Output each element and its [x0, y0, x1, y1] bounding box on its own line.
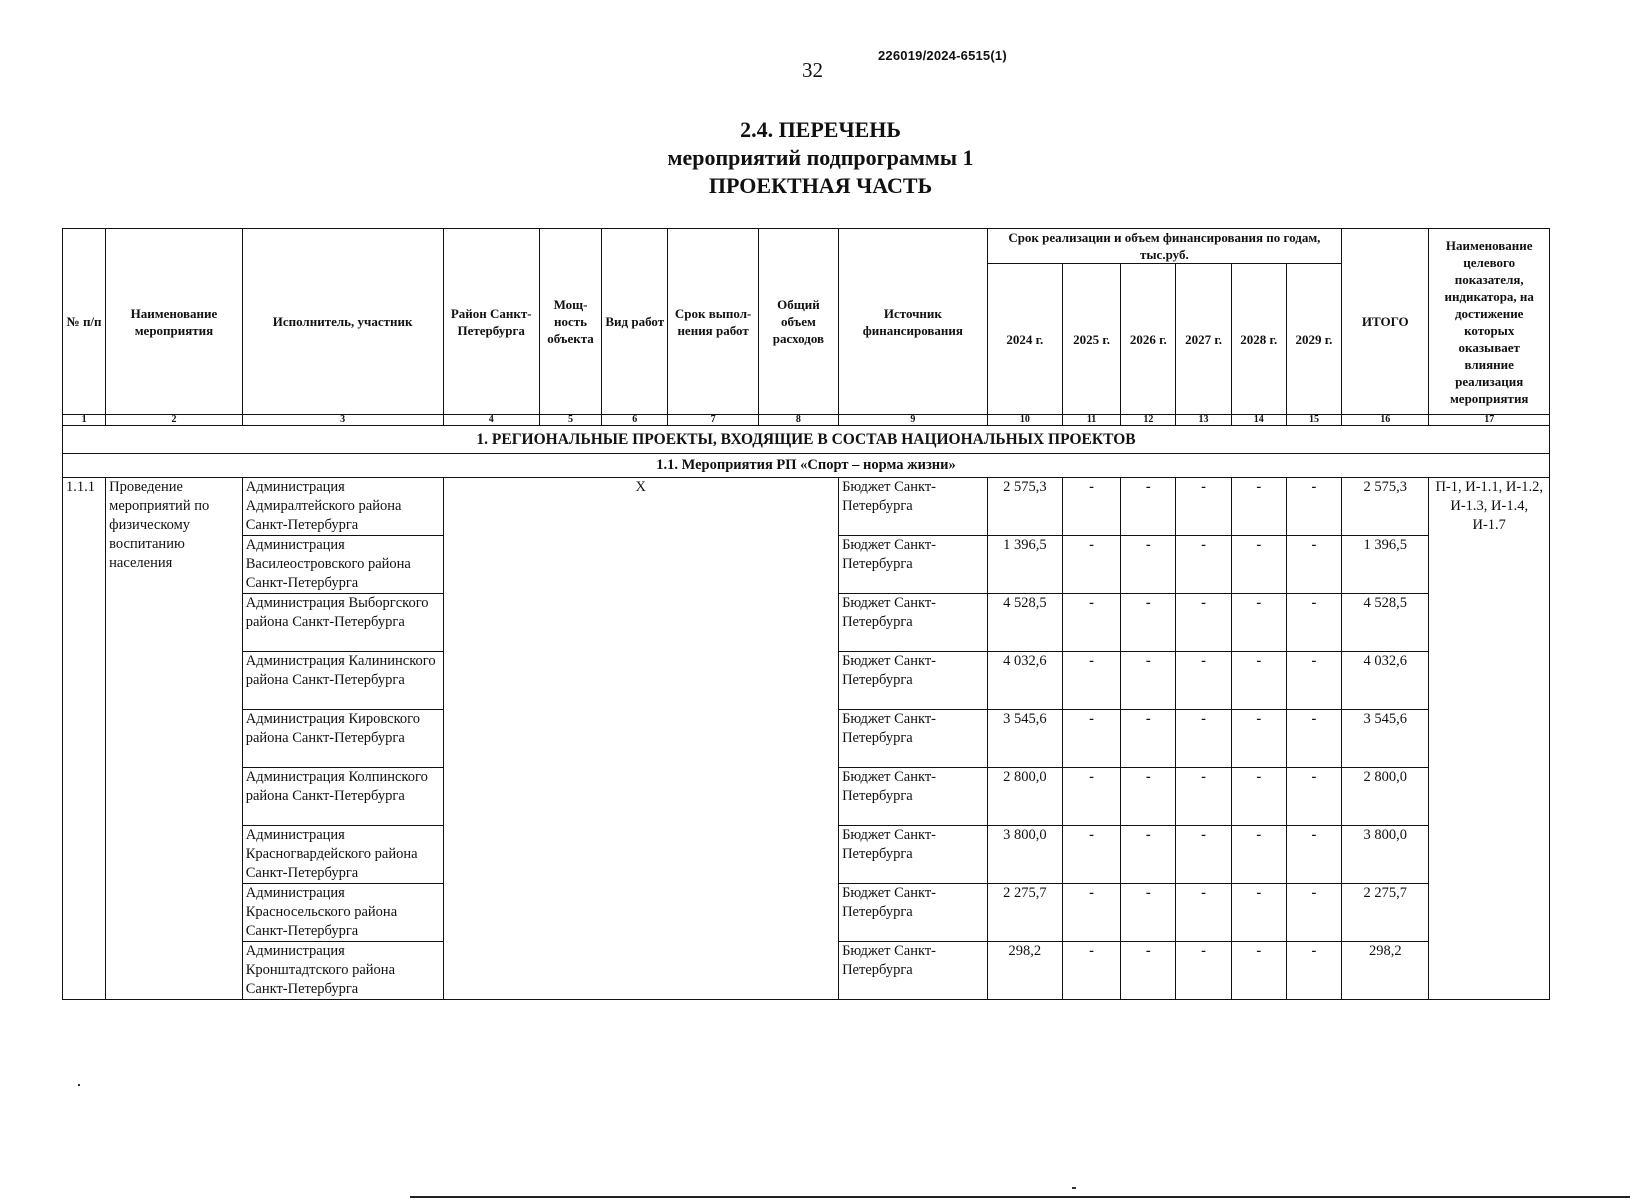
value-dash: -	[1286, 942, 1341, 1000]
header-executor: Исполнитель, участник	[242, 229, 443, 415]
column-number: 5	[539, 415, 601, 426]
source-cell: Бюджет Санкт-Петербурга	[839, 942, 988, 1000]
value-dash: -	[1231, 826, 1286, 884]
value-dash: -	[1121, 594, 1176, 652]
column-number: 17	[1429, 415, 1550, 426]
header-source: Источник финансирования	[839, 229, 988, 415]
column-numbers-row	[63, 415, 1550, 426]
value-dash: -	[1176, 594, 1231, 652]
value-dash: -	[1231, 478, 1286, 536]
value-dash: -	[1121, 942, 1176, 1000]
executor-cell: Администрация Красногвардейского района Санкт-Петербурга	[242, 826, 443, 884]
value-dash: -	[1176, 710, 1231, 768]
value-dash: -	[1121, 768, 1176, 826]
value-dash: -	[1176, 942, 1231, 1000]
activities-table	[62, 228, 1550, 1000]
value-dash: -	[1062, 884, 1120, 942]
source-cell: Бюджет Санкт-Петербурга	[839, 768, 988, 826]
column-number: 15	[1286, 415, 1341, 426]
header-year-2028: 2028 г.	[1231, 264, 1286, 415]
source-cell: Бюджет Санкт-Петербурга	[839, 710, 988, 768]
value-dash: -	[1062, 710, 1120, 768]
subsection-row	[63, 454, 1550, 478]
executor-cell: Администрация Красносельского района Санкт-Петербурга	[242, 884, 443, 942]
value-2024: 3 800,0	[987, 826, 1062, 884]
value-total: 298,2	[1342, 942, 1429, 1000]
value-total: 2 575,3	[1342, 478, 1429, 536]
header-year-2029: 2029 г.	[1286, 264, 1341, 415]
column-number: 4	[443, 415, 539, 426]
page-number: 32	[802, 58, 823, 82]
column-number: 8	[758, 415, 838, 426]
header-itogo: ИТОГО	[1342, 229, 1429, 415]
value-dash: -	[1231, 652, 1286, 710]
value-dash: -	[1286, 826, 1341, 884]
value-dash: -	[1286, 884, 1341, 942]
value-dash: -	[1121, 652, 1176, 710]
value-dash: -	[1286, 652, 1341, 710]
header-term: Срок выпол-нения работ	[668, 229, 758, 415]
value-dash: -	[1121, 826, 1176, 884]
value-dash: -	[1176, 826, 1231, 884]
scan-speck	[1072, 1187, 1076, 1189]
value-dash: -	[1062, 652, 1120, 710]
executor-cell: Администрация Калининского района Санкт-Петербурга	[242, 652, 443, 710]
document-title	[0, 116, 1641, 200]
header-year-2025: 2025 г.	[1062, 264, 1120, 415]
value-2024: 2 800,0	[987, 768, 1062, 826]
header-year-2024: 2024 г.	[987, 264, 1062, 415]
value-2024: 4 528,5	[987, 594, 1062, 652]
executor-cell: Администрация Выборгского района Санкт-Петербурга	[242, 594, 443, 652]
value-dash: -	[1231, 594, 1286, 652]
scan-speck	[78, 1084, 80, 1086]
value-2024: 2 275,7	[987, 884, 1062, 942]
column-number: 2	[106, 415, 243, 426]
header-year-2026: 2026 г.	[1121, 264, 1176, 415]
value-dash: -	[1231, 768, 1286, 826]
value-dash: -	[1062, 826, 1120, 884]
value-dash: -	[1062, 768, 1120, 826]
source-cell: Бюджет Санкт-Петербурга	[839, 594, 988, 652]
document-id: 226019/2024-6515(1)	[878, 48, 1007, 63]
item-name: Проведение мероприятий по физическому воспитанию населения	[106, 478, 243, 1000]
column-number: 16	[1342, 415, 1429, 426]
table-row	[63, 478, 1550, 536]
value-dash: -	[1286, 768, 1341, 826]
scan-edge-line	[410, 1196, 1630, 1198]
value-total: 4 528,5	[1342, 594, 1429, 652]
header-year-2027: 2027 г.	[1176, 264, 1231, 415]
value-dash: -	[1062, 942, 1120, 1000]
source-cell: Бюджет Санкт-Петербурга	[839, 536, 988, 594]
value-dash: -	[1231, 710, 1286, 768]
value-dash: -	[1231, 536, 1286, 594]
source-cell: Бюджет Санкт-Петербурга	[839, 478, 988, 536]
value-dash: -	[1286, 710, 1341, 768]
column-number: 1	[63, 415, 106, 426]
item-code: 1.1.1	[63, 478, 106, 1000]
executor-cell: Администрация Кировского района Санкт-Петербурга	[242, 710, 443, 768]
value-dash: -	[1121, 884, 1176, 942]
value-dash: -	[1286, 478, 1341, 536]
value-2024: 4 032,6	[987, 652, 1062, 710]
value-dash: -	[1062, 536, 1120, 594]
value-total: 4 032,6	[1342, 652, 1429, 710]
source-cell: Бюджет Санкт-Петербурга	[839, 884, 988, 942]
header-row	[63, 229, 1550, 264]
value-dash: -	[1121, 710, 1176, 768]
title-line-1: 2.4. ПЕРЕЧЕНЬ	[740, 117, 901, 142]
indicators-cell: П-1, И-1.1, И-1.2, И-1.3, И-1.4, И-1.7	[1429, 478, 1550, 1000]
value-2024: 3 545,6	[987, 710, 1062, 768]
column-number: 14	[1231, 415, 1286, 426]
column-number: 7	[668, 415, 758, 426]
header-work-type: Вид работ	[602, 229, 668, 415]
title-line-2: мероприятий подпрограммы 1	[667, 145, 974, 170]
value-total: 3 800,0	[1342, 826, 1429, 884]
value-dash: -	[1121, 478, 1176, 536]
column-number: 3	[242, 415, 443, 426]
value-dash: -	[1176, 652, 1231, 710]
source-cell: Бюджет Санкт-Петербурга	[839, 652, 988, 710]
section-row	[63, 426, 1550, 454]
header-num: № п/п	[63, 229, 106, 415]
value-dash: -	[1062, 478, 1120, 536]
value-dash: -	[1176, 536, 1231, 594]
value-total: 3 545,6	[1342, 710, 1429, 768]
header-district: Район Санкт-Петербурга	[443, 229, 539, 415]
value-dash: -	[1062, 594, 1120, 652]
value-2024: 1 396,5	[987, 536, 1062, 594]
subsection-title: 1.1. Мероприятия РП «Спорт – норма жизни»	[63, 454, 1550, 478]
executor-cell: Администрация Кронштадтского района Санкт-Петербурга	[242, 942, 443, 1000]
column-number: 12	[1121, 415, 1176, 426]
value-dash: -	[1121, 536, 1176, 594]
value-dash: -	[1176, 478, 1231, 536]
title-line-3: ПРОЕКТНАЯ ЧАСТЬ	[708, 173, 933, 198]
executor-cell: Администрация Колпинского района Санкт-Петербурга	[242, 768, 443, 826]
value-total: 2 275,7	[1342, 884, 1429, 942]
value-2024: 298,2	[987, 942, 1062, 1000]
value-dash: -	[1176, 768, 1231, 826]
column-number: 13	[1176, 415, 1231, 426]
section-title: 1. РЕГИОНАЛЬНЫЕ ПРОЕКТЫ, ВХОДЯЩИЕ В СОСТАВ НАЦИОНАЛЬНЫХ ПРОЕКТОВ	[63, 426, 1550, 454]
value-dash: -	[1286, 594, 1341, 652]
value-dash: -	[1231, 942, 1286, 1000]
header-indicator: Наименование целевого показателя, индикатора, на достижение которых оказывает влияние реализация мероприятия	[1429, 229, 1550, 415]
header-total-cost: Общий объем расходов	[758, 229, 838, 415]
value-dash: -	[1176, 884, 1231, 942]
merged-cols-4-8: Х	[443, 478, 839, 1000]
column-number: 11	[1062, 415, 1120, 426]
column-number: 9	[839, 415, 988, 426]
executor-cell: Администрация Василеостровского района Санкт-Петербурга	[242, 536, 443, 594]
value-total: 1 396,5	[1342, 536, 1429, 594]
header-name: Наименование мероприятия	[106, 229, 243, 415]
column-number: 10	[987, 415, 1062, 426]
column-number: 6	[602, 415, 668, 426]
value-dash: -	[1286, 536, 1341, 594]
value-2024: 2 575,3	[987, 478, 1062, 536]
value-dash: -	[1231, 884, 1286, 942]
source-cell: Бюджет Санкт-Петербурга	[839, 826, 988, 884]
executor-cell: Администрация Адмиралтейского района Санкт-Петербурга	[242, 478, 443, 536]
header-period: Срок реализации и объем финансирования по годам, тыс.руб.	[987, 229, 1341, 264]
header-capacity: Мощ-ность объекта	[539, 229, 601, 415]
value-total: 2 800,0	[1342, 768, 1429, 826]
